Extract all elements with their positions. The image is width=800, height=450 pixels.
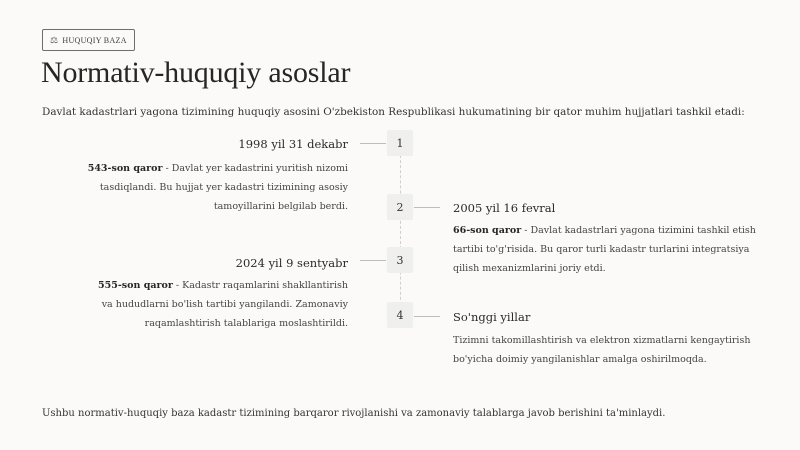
page-title: Normativ-huquqiy asoslar (41, 56, 351, 89)
footer-text: Ushbu normativ-huquqiy baza kadastr tizimining barqaror rivojlanishi va zamonaviy talablarga javob berishini ta'minlaydi. (42, 408, 666, 419)
timeline-connector (360, 260, 386, 261)
timeline-number: 4 (387, 302, 413, 328)
timeline-number: 3 (387, 247, 413, 273)
timeline-description (86, 276, 348, 333)
timeline-connector (360, 143, 386, 144)
timeline-number: 1 (387, 130, 413, 156)
decree-number: 66-son qaror (453, 225, 522, 236)
decree-number: 543-son qaror (87, 163, 163, 174)
scale-icon: ⚖ (50, 34, 59, 45)
section-badge (42, 29, 135, 51)
timeline-description (453, 221, 758, 278)
timeline-date: 1998 yil 31 dekabr (238, 137, 348, 151)
badge-label: HUQUQIY BAZA (62, 35, 127, 45)
timeline-connector (414, 316, 440, 317)
timeline-date: 2024 yil 9 sentyabr (235, 256, 348, 270)
timeline-date: 2005 yil 16 fevral (453, 201, 556, 215)
intro-text: Davlat kadastrlari yagona tizimining huquqiy asosini O'zbekiston Respublikasi hukumatining bir qator muhim hujjatlari tashkil etadi: (42, 106, 745, 118)
timeline-description (86, 159, 348, 216)
decree-text: - Kadastr raqamlarini shakllantirish va hududlarni bo'lish tartibi yangilandi. Zamonaviy raqamlashtirish talablariga moslashtirildi. (101, 280, 348, 329)
timeline-description: Tizimni takomillashtirish va elektron xizmatlarni kengaytirish bo'yicha doimiy yangilanishlar amalga oshirilmoqda. (453, 335, 751, 365)
decree-text: - Davlat yer kadastrini yuritish nizomi tasdiqlandi. Bu hujjat yer kadastri tizimining asosiy tamoyillarini belgilab berdi. (99, 163, 348, 212)
timeline-date: So'nggi yillar (453, 310, 531, 324)
decree-text: - Davlat kadastrlari yagona tizimini tashkil etish tartibi to'g'risida. Bu qaror turli kadastr turlarini integratsiya qilish mexanizmlarini joriy etdi. (453, 225, 756, 274)
timeline-number: 2 (387, 194, 413, 220)
decree-number: 555-son qaror (98, 280, 173, 291)
timeline-spine (400, 150, 401, 320)
timeline-connector (414, 207, 440, 208)
